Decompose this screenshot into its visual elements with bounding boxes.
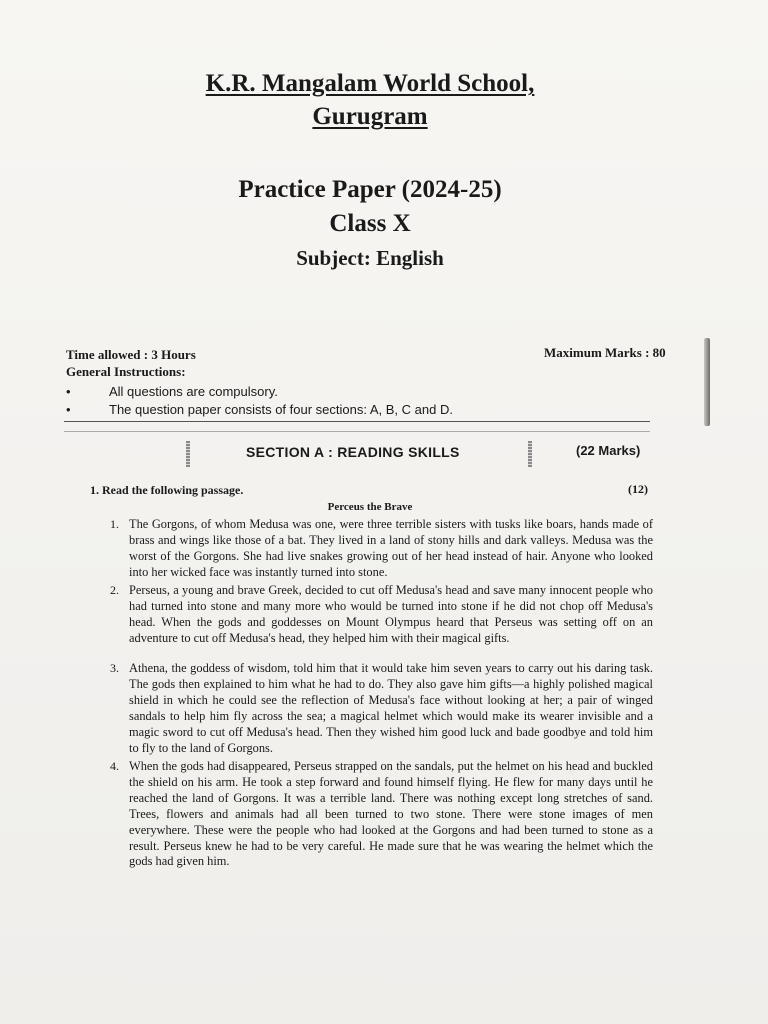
- section-heading: SECTION A : READING SKILLS: [246, 444, 460, 460]
- school-name-line2: Gurugram: [312, 103, 428, 130]
- general-instructions-label: General Instructions:: [66, 364, 186, 379]
- paragraph-text: The Gorgons, of whom Medusa was one, were three terrible sisters with tusks like boars, hands made of brass and wings like those of a bat. They lived in a land of stony hills and dark valleys. Medusa was the worst of the Gorgons. She had live snakes growing out of her head instead of hair. Anyone who looked into her wicked face was instantly turned into stone.: [129, 517, 653, 579]
- paragraph-number: 1.: [110, 517, 119, 531]
- page-edge-shadow: [704, 338, 710, 426]
- instruction-text: All questions are compulsory.: [109, 384, 278, 399]
- section-marker-right: [528, 441, 532, 467]
- class-title: Class X: [329, 210, 411, 237]
- question-marks: (12): [628, 482, 648, 496]
- section-marker-left: [186, 441, 190, 467]
- paper-title: Practice Paper (2024-25): [238, 176, 502, 203]
- paragraph-text: When the gods had disappeared, Perseus strapped on the sandals, put the helmet on his head and buckled the shield on his arm. He took a step forward and found himself flying. He flew for many days until he reached the land of Gorgons. It was a terrible land. There was nothing except long stretches of sand. Trees, flowers and animals had all been turned to two stone. There were stone images of men everywhere. These were the people who had looked at the Gorgons and had been turned to stone as a result. Perseus knew he had to be very careful. He made sure that he was wearing the helmet which the gods had given him.: [129, 759, 653, 869]
- passage-title: Perceus the Brave: [327, 501, 413, 513]
- divider-line: [64, 421, 650, 422]
- maximum-marks: Maximum Marks : 80: [544, 345, 666, 360]
- section-marks: (22 Marks): [576, 443, 641, 458]
- bullet-icon: •: [66, 402, 71, 417]
- divider-line: [64, 431, 650, 432]
- paragraph-number: 3.: [110, 661, 119, 675]
- instruction-text: The question paper consists of four sections: A, B, C and D.: [109, 402, 453, 417]
- paragraph-number: 4.: [110, 759, 119, 773]
- bullet-icon: •: [66, 384, 71, 399]
- question-label: 1. Read the following passage.: [90, 483, 244, 497]
- subject-title: Subject: English: [296, 246, 444, 270]
- paragraph-text: Perseus, a young and brave Greek, decided to cut off Medusa's head and save many innocent people who had turned into stone and many more who would be turned into stone if he did not chop off Medusa's head. When the gods and goddesses on Mount Olympus heard that Perseus was setting off on an adventure to cut off Medusa's head, they helped him with their magical gifts.: [129, 583, 653, 645]
- school-name-line1: K.R. Mangalam World School,: [205, 70, 535, 97]
- time-allowed: Time allowed : 3 Hours: [66, 347, 196, 362]
- paragraph-text: Athena, the goddess of wisdom, told him that it would take him seven years to carry out his daring task. The gods then explained to him what he had to do. They also gave him gifts—a highly polished magical shield in which he could see the reflection of Medusa's face without looking at her; a pair of winged sandals to help him fly across the sea; a magical helmet which would make its wearer invisible and a magic sword to cut off Medusa's head. Then they wished him good luck and bade goodbye and told him to fly to the land of Gorgons.: [129, 661, 653, 755]
- paragraph-number: 2.: [110, 583, 119, 597]
